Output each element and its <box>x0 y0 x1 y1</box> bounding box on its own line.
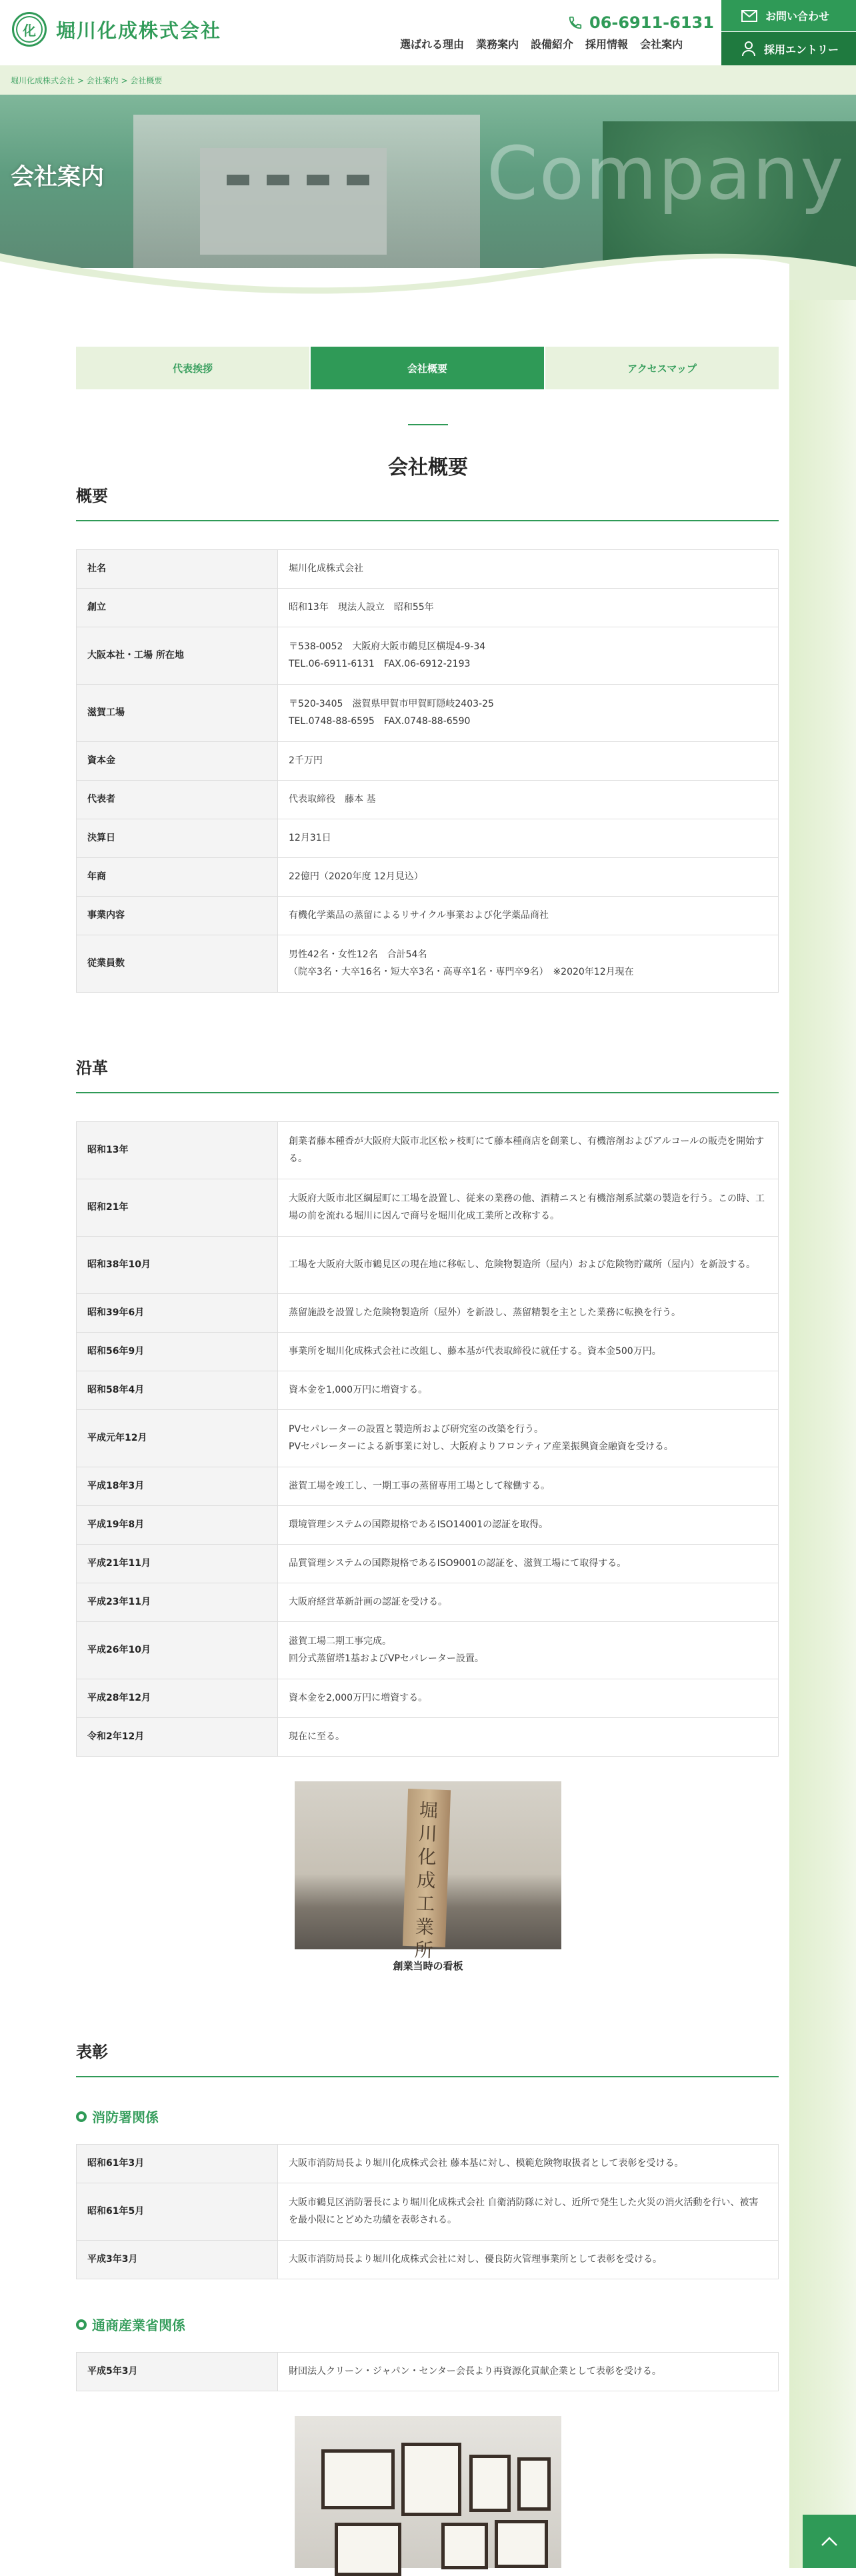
row-label: 資本金 <box>77 742 278 781</box>
hero-window <box>347 175 369 185</box>
row-value: 〒538-0052 大阪府大阪市鶴見区横堤4-9-34 TEL.06-6911-6131 FAX.06-6912-2193 <box>278 627 779 685</box>
table-row <box>77 2353 779 2391</box>
signboard-char: 成 <box>416 1869 436 1892</box>
row-label: 創立 <box>77 589 278 627</box>
row-value: 大阪府経営革新計画の認証を受ける。 <box>278 1583 779 1622</box>
row-value: 品質管理システムの国際規格であるISO9001の認証を、滋賀工場にて取得する。 <box>278 1545 779 1583</box>
row-label: 平成21年11月 <box>77 1545 278 1583</box>
table-row <box>77 2183 779 2241</box>
tab-access[interactable]: アクセスマップ <box>545 347 779 389</box>
table-row <box>77 897 779 935</box>
row-value: 大阪市消防局長より堀川化成株式会社 藤本基に対し、模範危険物取扱者として表彰を受ける。 <box>278 2145 779 2183</box>
row-label: 大阪本社・工場 所在地 <box>77 627 278 685</box>
signboard-photo <box>295 1781 561 1962</box>
site-header <box>0 0 856 65</box>
nav-item-recruit[interactable]: 採用情報 <box>585 38 629 51</box>
award-table-miti <box>76 2352 779 2391</box>
row-label: 平成19年8月 <box>77 1506 278 1545</box>
phone-icon <box>568 15 583 30</box>
row-value: 工場を大阪府大阪市鶴見区の現在地に移転し、危険物製造所（屋内）および危険物貯蔵所（屋内）を新設する。 <box>278 1237 779 1294</box>
table-row <box>77 1583 779 1622</box>
mail-icon <box>741 10 757 22</box>
hero-ghost-text: Company <box>487 131 845 216</box>
page-title: 会社案内 <box>11 164 105 191</box>
award-group-title <box>76 2107 159 2126</box>
row-label: 事業内容 <box>77 897 278 935</box>
section-divider <box>408 424 448 425</box>
history-heading: 沿革 <box>76 1059 108 1077</box>
row-value: 堀川化成株式会社 <box>278 550 779 589</box>
table-row <box>77 627 779 685</box>
row-value: PVセパレーターの設置と製造所および研究室の改築を行う。 PVセパレーターによる新事業に対し、大阪府よりフロンティア産業振興資金融資を受ける。 <box>278 1410 779 1467</box>
table-row <box>77 1294 779 1333</box>
table-row <box>77 1545 779 1583</box>
certificates-photo <box>295 2416 561 2568</box>
hero-window <box>267 175 289 185</box>
signboard-char: 所 <box>414 1939 434 1962</box>
table-row <box>77 1237 779 1294</box>
heading-underline <box>76 2076 779 2077</box>
contact-button[interactable] <box>721 0 856 32</box>
row-value: 大阪市消防局長より堀川化成株式会社に対し、優良防火管理事業所として表彰を受ける。 <box>278 2241 779 2279</box>
row-label: 従業員数 <box>77 935 278 993</box>
entry-button[interactable] <box>721 32 856 65</box>
awards-heading: 表彰 <box>76 2043 108 2061</box>
row-value: 男性42名・女性12名 合計54名 （院卒3名・大卒16名・短大卒3名・高専卒1名・専門卒9名） ※2020年12月現在 <box>278 935 779 993</box>
row-value: 資本金を1,000万円に増資する。 <box>278 1371 779 1410</box>
table-row <box>77 2145 779 2183</box>
row-value: 2千万円 <box>278 742 779 781</box>
phone-number[interactable] <box>568 13 714 32</box>
signboard-char: 工 <box>415 1892 435 1915</box>
row-value: 現在に至る。 <box>278 1718 779 1757</box>
certificate-frame <box>469 2455 511 2512</box>
certificate-frame <box>495 2520 548 2568</box>
certificate-frame <box>517 2457 551 2511</box>
certificate-frame <box>441 2523 488 2569</box>
table-row <box>77 1179 779 1237</box>
row-label: 昭和61年3月 <box>77 2145 278 2183</box>
table-row <box>77 685 779 742</box>
person-icon <box>741 41 756 57</box>
side-decoration <box>789 287 856 2568</box>
row-label: 社名 <box>77 550 278 589</box>
row-value: 大阪府大阪市北区綱屋町に工場を設置し、従来の業務の他、酒精ニスと有機溶剤系試薬の製造を行う。この時、工場の前を流れる堀川に因んで商号を堀川化成工業所と改称する。 <box>278 1179 779 1237</box>
table-row <box>77 1506 779 1545</box>
row-value: 資本金を2,000万円に増資する。 <box>278 1679 779 1718</box>
row-value: 大阪市鶴見区消防署長により堀川化成株式会社 自衛消防隊に対し、近所で発生した火災の消火活動を行い、被害を最小限にとどめた功績を表彰される。 <box>278 2183 779 2241</box>
certificate-frame <box>335 2523 401 2576</box>
ring-icon <box>76 2111 87 2122</box>
award-group-label: 消防署関係 <box>92 2109 159 2125</box>
row-value: 代表取締役 藤本 基 <box>278 781 779 819</box>
heading-underline <box>76 520 779 521</box>
row-label: 昭和38年10月 <box>77 1237 278 1294</box>
row-label: 昭和39年6月 <box>77 1294 278 1333</box>
row-value: 昭和13年 現法人設立 昭和55年 <box>278 589 779 627</box>
tab-greeting[interactable]: 代表挨拶 <box>76 347 311 389</box>
row-label: 年商 <box>77 858 278 897</box>
row-value: 財団法人クリーン・ジャパン・センター会長より再資源化貢献企業として表彰を受ける。 <box>278 2353 779 2391</box>
phone-text: 06-6911-6131 <box>589 13 714 32</box>
sub-tabs <box>76 347 779 389</box>
row-label: 昭和13年 <box>77 1122 278 1179</box>
row-value: 〒520-3405 滋賀県甲賀市甲賀町隠岐2403-25 TEL.0748-88-6595 FAX.0748-88-6590 <box>278 685 779 742</box>
entry-label: 採用エントリー <box>764 43 839 56</box>
row-label: 平成18年3月 <box>77 1467 278 1506</box>
row-value: 滋賀工場二期工事完成。 回分式蒸留塔1基およびVPセパレーター設置。 <box>278 1622 779 1679</box>
signboard <box>403 1789 451 1962</box>
row-label: 平成元年12月 <box>77 1410 278 1467</box>
row-value: 滋賀工場を竣工し、一期工事の蒸留専用工場として稼働する。 <box>278 1467 779 1506</box>
site-logo[interactable] <box>12 12 221 47</box>
row-label: 決算日 <box>77 819 278 858</box>
page-top-button[interactable] <box>803 2515 856 2568</box>
table-row <box>77 550 779 589</box>
global-nav <box>400 36 695 51</box>
award-group-label: 通商産業省関係 <box>92 2317 185 2333</box>
table-row <box>77 1679 779 1718</box>
row-value: 環境管理システムの国際規格であるISO14001の認証を取得。 <box>278 1506 779 1545</box>
row-value: 22億円（2020年度 12月見込） <box>278 858 779 897</box>
row-label: 昭和58年4月 <box>77 1371 278 1410</box>
row-label: 平成23年11月 <box>77 1583 278 1622</box>
award-table-fire <box>76 2144 779 2279</box>
contact-label: お問い合わせ <box>765 10 830 23</box>
row-value: 蒸留施設を設置した危険物製造所（屋外）を新設し、蒸留精製を主とした業務に転換を行う。 <box>278 1294 779 1333</box>
row-label: 平成26年10月 <box>77 1622 278 1679</box>
heading-underline <box>76 1092 779 1093</box>
overview-table <box>76 549 779 993</box>
signboard-char: 化 <box>417 1845 437 1869</box>
row-value: 有機化学薬品の蒸留によるリサイクル事業および化学薬品商社 <box>278 897 779 935</box>
table-row <box>77 1122 779 1179</box>
history-table <box>76 1121 779 1757</box>
table-row <box>77 2241 779 2279</box>
table-row <box>77 742 779 781</box>
tab-overview[interactable]: 会社概要 <box>311 347 545 389</box>
row-value: 創業者藤本種香が大阪府大阪市北区松ヶ枝町にて藤本種商店を創業し、有機溶剤およびアルコールの販売を開始する。 <box>278 1122 779 1179</box>
table-row <box>77 1718 779 1757</box>
nav-item-equipment[interactable]: 設備紹介 <box>531 38 574 51</box>
table-row <box>77 1333 779 1371</box>
chevron-up-icon <box>821 2536 838 2547</box>
table-row <box>77 589 779 627</box>
row-label: 滋賀工場 <box>77 685 278 742</box>
overview-heading: 概要 <box>76 487 108 505</box>
table-row <box>77 819 779 858</box>
signboard-char: 堀 <box>419 1799 439 1822</box>
signboard-char: 川 <box>418 1822 438 1845</box>
breadcrumb[interactable]: 堀川化成株式会社 > 会社案内 > 会社概要 <box>11 76 163 85</box>
table-row <box>77 1371 779 1410</box>
table-row <box>77 781 779 819</box>
hero-wave <box>0 227 856 300</box>
certificate-frame <box>321 2449 395 2509</box>
row-label: 代表者 <box>77 781 278 819</box>
logo-mark-icon: 化 <box>12 12 47 47</box>
nav-item-reasons[interactable]: 選ばれる理由 <box>400 38 465 51</box>
signboard-char: 業 <box>415 1915 435 1939</box>
hero-window <box>227 175 249 185</box>
nav-item-company[interactable]: 会社案内 <box>640 38 683 51</box>
ring-icon <box>76 2319 87 2330</box>
row-label: 昭和21年 <box>77 1179 278 1237</box>
table-row <box>77 1410 779 1467</box>
row-label: 令和2年12月 <box>77 1718 278 1757</box>
hero-window <box>307 175 329 185</box>
row-label: 平成3年3月 <box>77 2241 278 2279</box>
table-row <box>77 1622 779 1679</box>
row-label: 平成28年12月 <box>77 1679 278 1718</box>
company-name: 堀川化成株式会社 <box>56 19 222 42</box>
table-row <box>77 858 779 897</box>
row-value: 事業所を堀川化成株式会社に改組し、藤本基が代表取締役に就任する。資本金500万円。 <box>278 1333 779 1371</box>
table-row <box>77 935 779 993</box>
row-label: 昭和56年9月 <box>77 1333 278 1371</box>
section-title: 会社概要 <box>388 456 468 479</box>
nav-item-business[interactable]: 業務案内 <box>476 38 519 51</box>
award-group-title <box>76 2315 185 2334</box>
table-row <box>77 1467 779 1506</box>
row-value: 12月31日 <box>278 819 779 858</box>
photo-caption: 創業当時の看板 <box>393 1960 463 1972</box>
row-label: 平成5年3月 <box>77 2353 278 2391</box>
row-label: 昭和61年5月 <box>77 2183 278 2241</box>
certificate-frame <box>401 2443 461 2516</box>
